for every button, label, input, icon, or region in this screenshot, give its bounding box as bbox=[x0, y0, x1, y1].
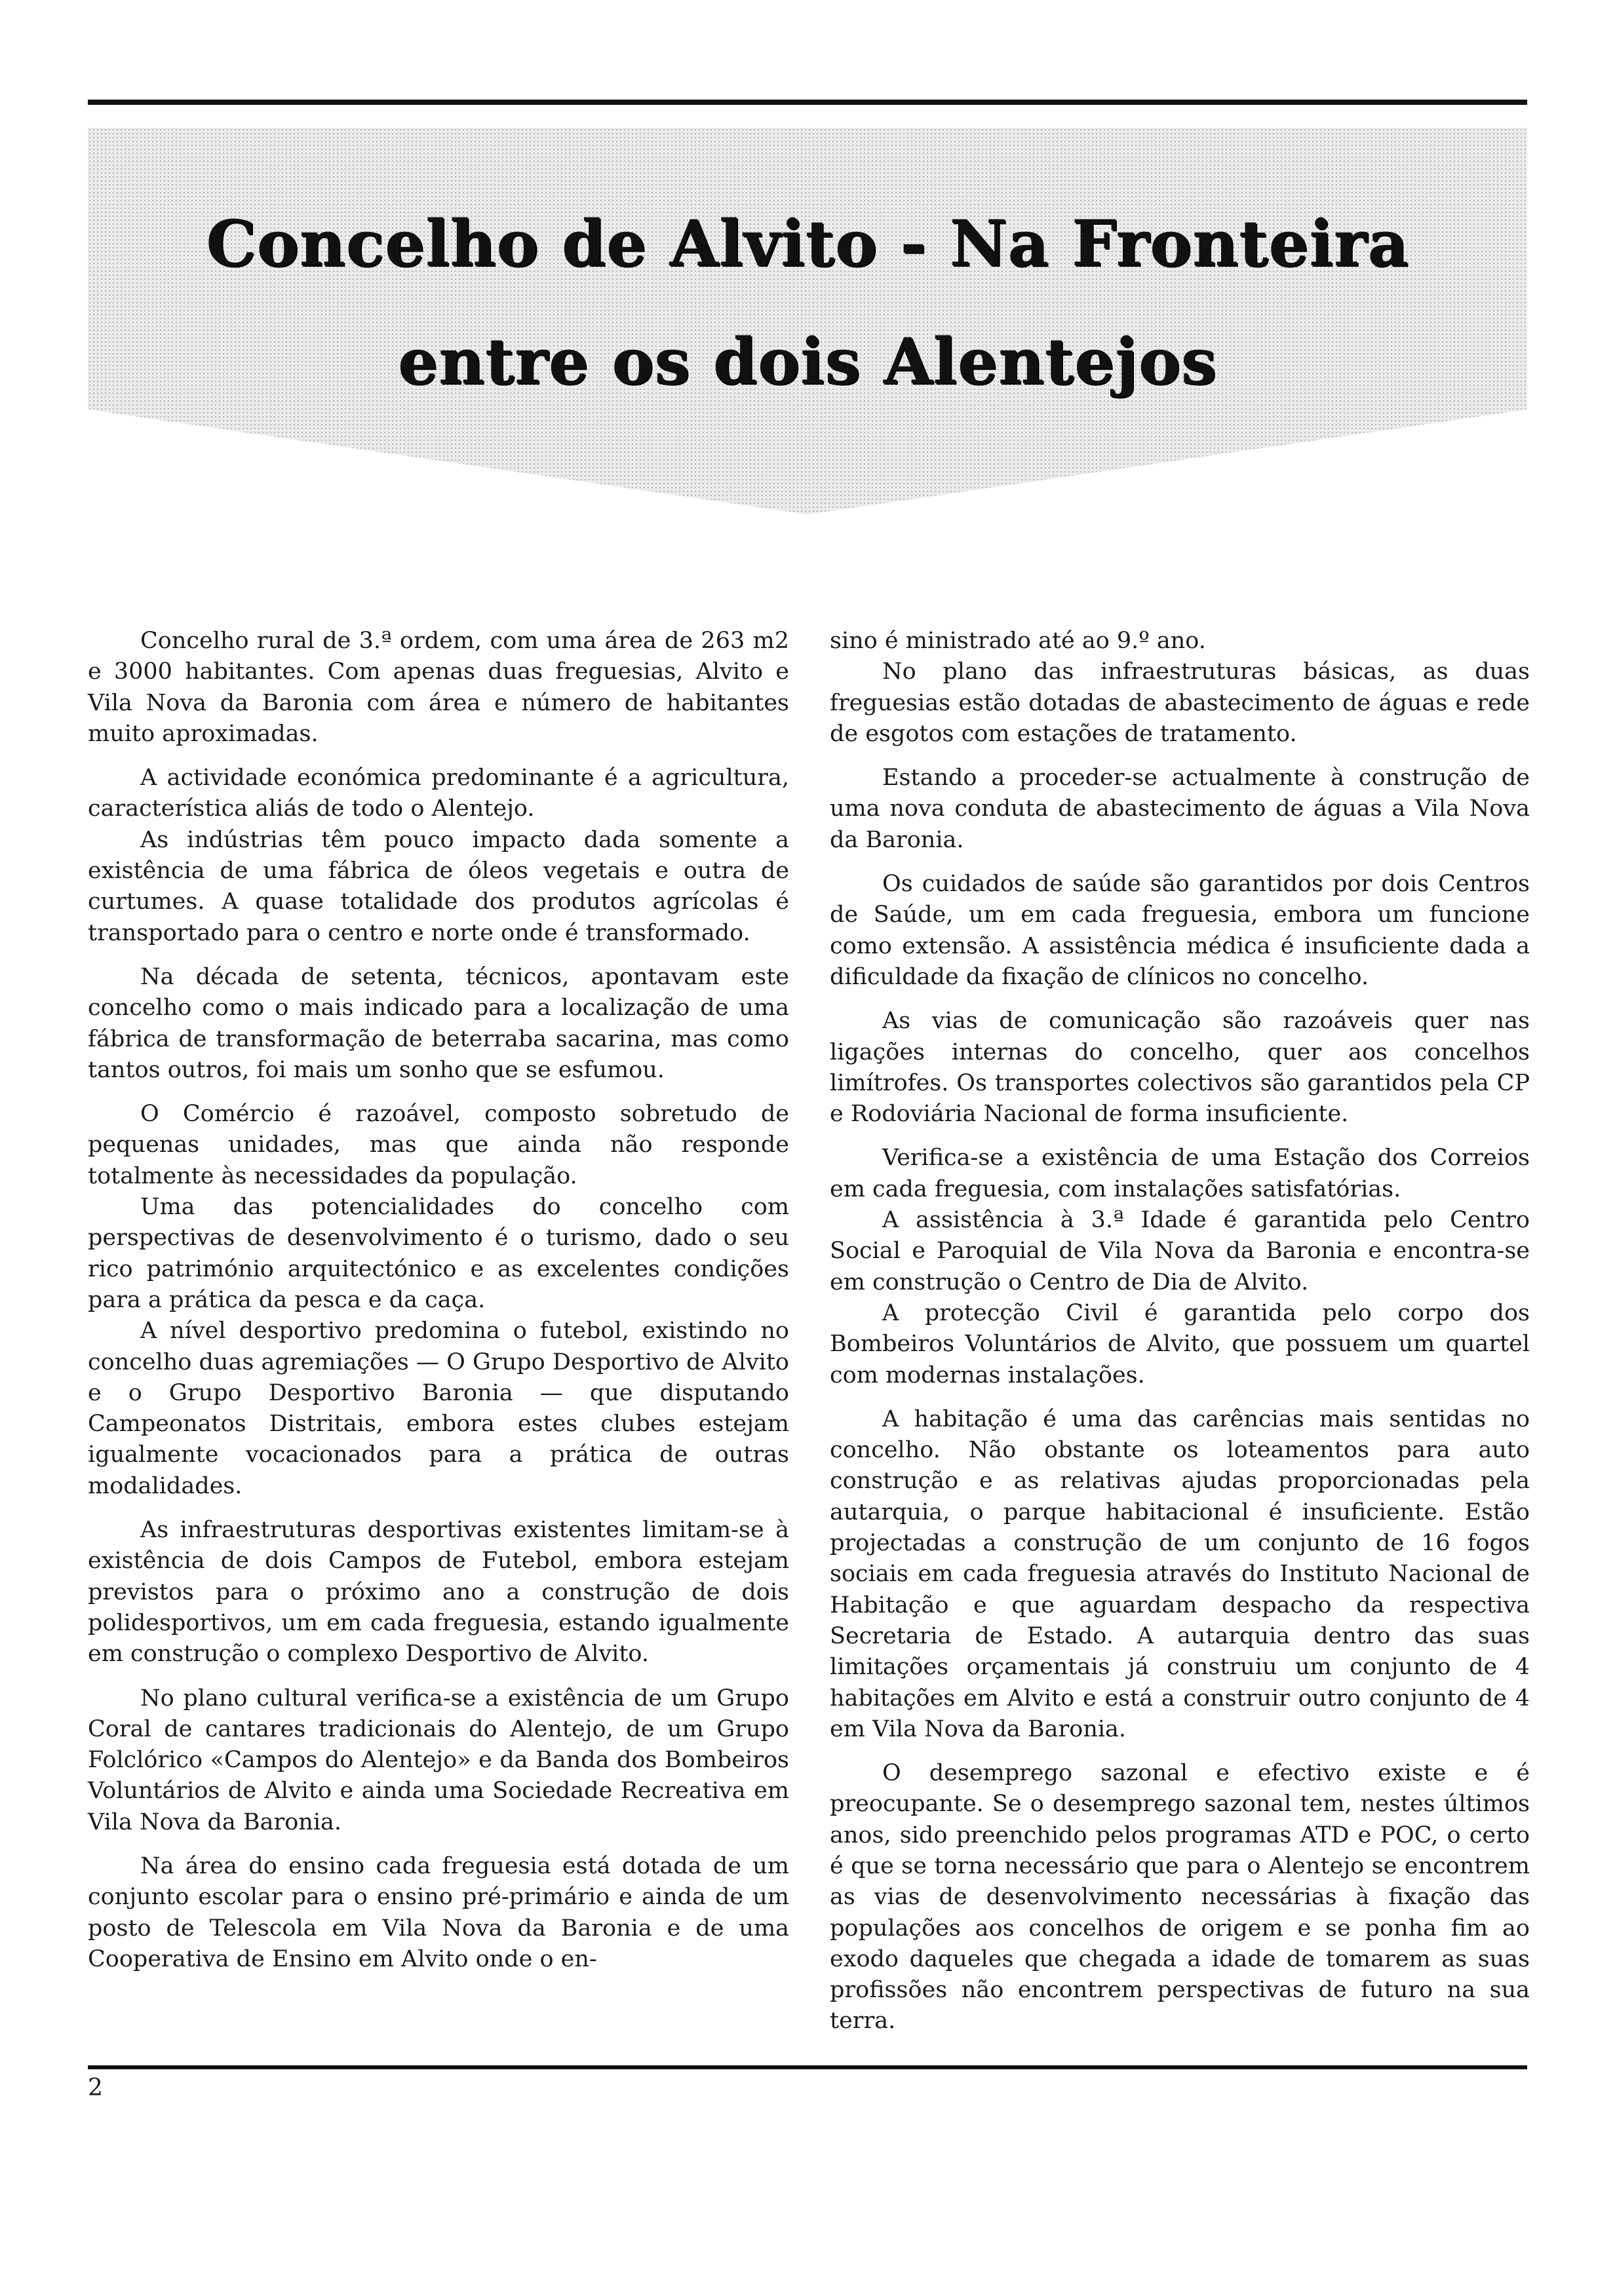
paragraph: O Comércio é razoável, composto sobretudo de pequenas unidades, mas que ainda não responde totalmente às necessidades da população. bbox=[88, 1101, 789, 1189]
headline-line-1: Concelho de Alvito - Na Fronteira bbox=[206, 206, 1409, 280]
article-left-column bbox=[88, 626, 789, 1988]
paragraph: A nível desportivo predomina o futebol, existindo no concelho duas agremiações — O Grupo Desportivo de Alvito e o Grupo Desportivo Baronia — que disputando Campeonatos Distritais, embora estes clubes estejam igualmente vocacionados para a prática de outras modalidades. bbox=[88, 1318, 789, 1499]
paragraph: Uma das potencialidades do concelho com perspectivas de desenvolvimento é o turismo, dado o seu rico património arquitectónico e as excelentes condições para a prática da pesca e da caça. bbox=[88, 1194, 789, 1313]
paragraph: No plano cultural verifica-se a existência de um Grupo Coral de cantares tradicionais do Alentejo, de um Grupo Folclórico «Campos do Alentejo» e da Banda dos Bombeiros Voluntários de Alvito e ainda uma Sociedade Recreativa em Vila Nova da Baronia. bbox=[88, 1685, 789, 1835]
paragraph: O desemprego sazonal e efectivo existe e é preocupante. Se o desemprego sazonal tem, nestes últimos anos, sido preenchido pelos programas ATD e POC, o certo é que se torna necessário que para o Alentejo se encontrem as vias de desenvolvimento necessárias à fixação das populações aos concelhos de origem e se ponha fim ao exodo daqueles que chegada a idade de tomarem as suas profissões não encontrem perspectivas de futuro na sua terra. bbox=[830, 1760, 1530, 2035]
paragraph: A assistência à 3.ª Idade é garantida pelo Centro Social e Paroquial de Vila Nova da Baronia e encontra-se em construção o Centro de Dia de Alvito. bbox=[830, 1207, 1530, 1295]
paragraph: As infraestruturas desportivas existentes limitam-se à existência de dois Campos de Futebol, embora estejam previstos para o próximo ano a construção de dois polidesportivos, um em cada freguesia, estando igualmente em construção o complexo Desportivo de Alvito. bbox=[88, 1517, 789, 1668]
paragraph: sino é ministrado até ao 9.º ano. bbox=[830, 628, 1206, 654]
paragraph: A actividade económica predominante é a agricultura, característica aliás de todo o Alentejo. bbox=[88, 765, 789, 822]
paragraph: No plano das infraestruturas básicas, as duas freguesias estão dotadas de abastecimento de águas e rede de esgotos com estações de tratamento. bbox=[830, 659, 1530, 747]
headline-line-2: entre os dois Alentejos bbox=[398, 324, 1217, 398]
article-right-column bbox=[830, 626, 1530, 2050]
paragraph: A habitação é uma das carências mais sentidas no concelho. Não obstante os loteamentos para auto construção e as relativas ajudas proporcionadas pela autarquia, o parque habitacional é insuficiente. Estão projectadas a construção de um conjunto de 16 fogos sociais em cada freguesia através do Instituto Nacional de Habitação e que aguardam despacho da respectiva Secretaria de Estado. A autarquia dentro das suas limitações orçamentais já construiu um conjunto de 4 habitações em Alvito e está a construir outro conjunto de 4 em Vila Nova da Baronia. bbox=[830, 1406, 1530, 1742]
paragraph: Estando a proceder-se actualmente à construção de uma nova conduta de abastecimento de águas a Vila Nova da Baronia. bbox=[830, 765, 1530, 853]
paragraph: A protecção Civil é garantida pelo corpo dos Bombeiros Voluntários de Alvito, que possuem um quartel com modernas instalações. bbox=[830, 1299, 1530, 1388]
top-rule bbox=[88, 100, 1527, 105]
paragraph: Verifica-se a existência de uma Estação dos Correios em cada freguesia, com instalações satisfatórias. bbox=[830, 1145, 1530, 1202]
paragraph: Na área do ensino cada freguesia está dotada de um conjunto escolar para o ensino pré-primário e ainda de um posto de Telescola em Vila Nova da Baronia e de uma Cooperativa de Ensino em Alvito onde o en- bbox=[88, 1852, 789, 1972]
paragraph: Na década de setenta, técnicos, apontavam este concelho como o mais indicado para a localização de uma fábrica de transformação de beterraba sacarina, mas como tantos outros, foi mais um sonho que se esfumou. bbox=[88, 963, 789, 1083]
paragraph: Concelho rural de 3.ª ordem, com uma área de 263 m2 e 3000 habitantes. Com apenas duas freguesias, Alvito e Vila Nova da Baronia com área e número de habitantes muito aproximadas. bbox=[88, 628, 789, 747]
page-number: 2 bbox=[88, 2075, 103, 2101]
bottom-rule bbox=[88, 2065, 1527, 2069]
banner-background bbox=[88, 128, 1527, 514]
paragraph: As indústrias têm pouco impacto dada somente a existência de uma fábrica de óleos vegetais e outra de curtumes. A quase totalidade dos produtos agrícolas é transportado para o centro e norte onde é transformado. bbox=[88, 826, 789, 946]
paragraph: Os cuidados de saúde são garantidos por dois Centros de Saúde, um em cada freguesia, embora um funcione como extensão. A assistência médica é insuficiente dada a dificuldade da fixação de clínicos no concelho. bbox=[830, 871, 1530, 990]
paragraph: As vias de comunicação são razoáveis quer nas ligações internas do concelho, quer aos concelhos limítrofes. Os transportes colectivos são garantidos pela CP e Rodoviária Nacional de forma insuficiente. bbox=[830, 1008, 1530, 1128]
title-banner bbox=[88, 128, 1527, 514]
